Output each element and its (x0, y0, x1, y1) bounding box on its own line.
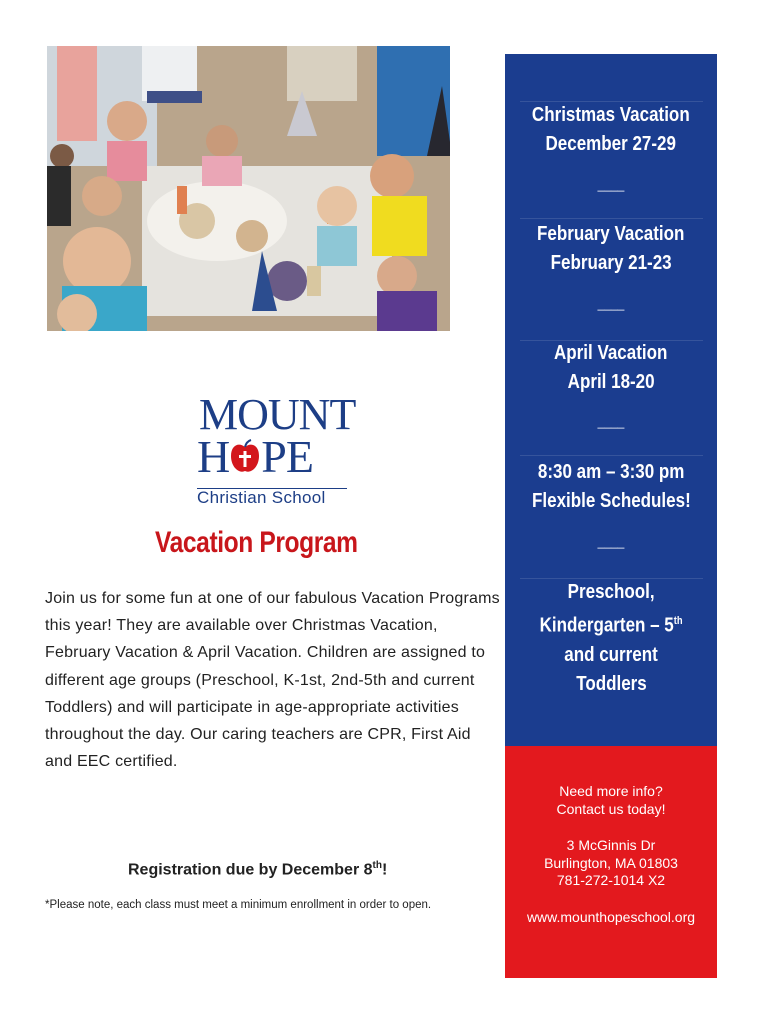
april-vacation-name: April Vacation (554, 342, 668, 364)
age-groups-block (505, 578, 717, 699)
ages-line-3: and current (564, 643, 658, 666)
logo-letters-pe: PE (261, 431, 313, 482)
hours-note: Flexible Schedules! (531, 490, 691, 512)
ages-line-2 (540, 607, 683, 641)
april-vacation-block (505, 339, 717, 397)
school-logo (195, 390, 356, 513)
ages-line-2-text: Kindergarten – 5 (539, 614, 674, 637)
christmas-vacation-dates: December 27-29 (545, 133, 677, 155)
logo-letter-h: H (197, 431, 230, 482)
logo-line-hope (197, 433, 313, 481)
april-vacation-dates: April 18-20 (567, 371, 655, 393)
contact-line-2: Contact us today! (556, 800, 666, 817)
divider (520, 455, 703, 456)
apple-cross-icon (229, 436, 261, 472)
registration-sup: th (372, 860, 382, 871)
contact-address (505, 837, 717, 890)
logo-line-mount: MOUNT (199, 390, 356, 439)
logo-subtitle: Christian School (197, 488, 347, 507)
separator: ____ (597, 415, 625, 429)
page-title: Vacation Program (155, 526, 358, 559)
enrollment-note: *Please note, each class must meet a minimum enrollment in order to open. (45, 899, 432, 911)
february-vacation-dates: February 21-23 (550, 252, 672, 274)
ages-line-4: Toddlers (575, 672, 647, 695)
separator: ____ (597, 297, 625, 311)
registration-text: Registration due by December 8 (128, 861, 373, 879)
registration-deadline (128, 860, 387, 879)
separator: ____ (597, 535, 625, 549)
address-line-1: 3 McGinnis Dr (566, 837, 656, 853)
phone-number: 781-272-1014 X2 (556, 872, 666, 888)
february-vacation-block (505, 220, 717, 278)
ages-line-2-sup: th (673, 615, 683, 627)
christmas-vacation-block (505, 101, 717, 159)
divider (520, 218, 703, 219)
separator: ____ (597, 178, 625, 192)
party-photo (47, 46, 450, 331)
description-paragraph: Join us for some fun at one of our fabulous Vacation Programs this year! They are available over Christmas Vacation, February Vacation & April Vacation. Children are assigned to different age groups (Preschool, K-1st, 2nd-5th and current Toddlers) and will participate in age-appropriate activities throughout the day. Our caring teachers are CPR, First Aid and EEC certified. (45, 590, 500, 771)
contact-prompt (505, 783, 717, 818)
hours-block (505, 458, 717, 516)
ages-line-1: Preschool, (567, 581, 655, 603)
christmas-vacation-name: Christmas Vacation (532, 104, 690, 126)
website-link[interactable]: www.mounthopeschool.org (526, 909, 696, 925)
contact-line-1: Need more info? (559, 783, 663, 799)
hours-time: 8:30 am – 3:30 pm (537, 461, 685, 483)
february-vacation-name: February Vacation (537, 223, 685, 245)
address-line-2: Burlington, MA 01803 (544, 854, 678, 871)
registration-suffix: ! (381, 861, 388, 879)
